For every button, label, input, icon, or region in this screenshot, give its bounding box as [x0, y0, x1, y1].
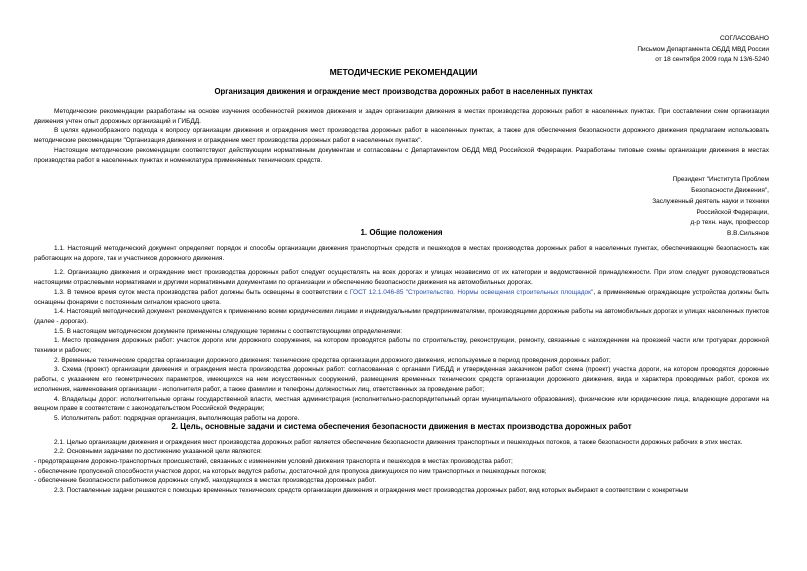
intro-paragraph-3: Настоящие методические рекомендации соответствуют действующим нормативным документам и согласованы с Департаментом ОБДД МВД Российской Федерации. Разработаны типовые схемы организации движения в местах производства работ в населенных пунктах и номенклатура применяемых технических средств.: [34, 146, 769, 164]
gost-link[interactable]: ГОСТ 12.1.046-85 "Строительство. Нормы освещения строительных площадок": [349, 288, 594, 296]
section-2-bullet-3: - обеспечение безопасности работников дорожных служб, находящихся в местах производства дорожных работ.: [34, 477, 377, 485]
section-1-title: 1. Общие положения: [360, 228, 443, 237]
term-2: 2. Временные технические средства организации дорожного движения: технические средства организации дорожного движения, используемые в период проведения дорожных работ;: [54, 356, 611, 364]
approval-line-3: от 18 сентября 2009 года N 13/6-5240: [655, 56, 769, 63]
approval-stamp: [637, 34, 769, 66]
signature-line-4: Российской Федерации,: [696, 208, 769, 216]
document-subtitle: Организация движения и ограждение мест производства дорожных работ в населенных пунктах: [214, 87, 593, 96]
term-5: 5. Исполнитель работ: подрядная организация, выполняющая работы на дороге.: [54, 414, 300, 422]
term-4: 4. Владельцы дорог: исполнительные органы государственной власти, местная администрация (исполнительно-распорядительный орган муниципального образования), физические или юридические лица, владеющие дорогами на вещном праве в соответствии с законодательством Российской Федерации;: [34, 395, 769, 413]
section-2-paragraph-2: 2.2. Основными задачами по достижению указанной цели являются:: [54, 448, 262, 456]
signature-line-1: Президент "Института Проблем: [672, 176, 769, 184]
paragraph-3-text-after: , а применяемые ограждающие устройства должны быть оснащены фонарями с постоянным сигналом красного цвета.: [34, 288, 769, 306]
approval-line-2: Письмом Департамента ОБДД МВД России: [637, 45, 769, 53]
signature-line-5: д-р техн. наук, профессор: [690, 219, 769, 227]
section-2-bullet-2: - обеспечение пропускной способности участков дорог, на которых ведутся работы, достаточной для пропуска движущихся по ним транспортных и пешеходных потоков;: [34, 467, 547, 475]
section-2-paragraph-3: 2.3. Поставленные задачи решаются с помощью временных технических средств организации движения и ограждения мест производства дорожных работ, вид которых выбирают в соответствии с конкретным: [54, 487, 688, 495]
intro-paragraph-2: В целях единообразного подхода к вопросу организации движения и ограждения мест производства дорожных работ в населенных пунктах, а также для обеспечения безопасности дорожного движения предлагаем использовать методические рекомендации "Организация движения и ограждение мест производства дорожных работ в населенных пунктах".: [34, 127, 769, 145]
section-1-paragraph-1: 1.1. Настоящий методический документ определяет порядок и способы организации движения транспортных средств и пешеходов в местах производства дорожных работ в населенных пунктах, обеспечивающие безопасность как работающих на дороге, так и участников дорожного движения.: [34, 245, 769, 262]
intro-paragraph-1: Методические рекомендации разработаны на основе изучения особенностей режимов движения и задач организации движения в местах производства дорожных работ в населенных пунктах. При составлении схем организации движения учтен опыт дорожных организаций и ГИБДД.: [34, 108, 769, 125]
section-2-paragraph-1: 2.1. Целью организации движения и ограждения мест производства дорожных работ является обеспечение безопасности движения транспортных и пешеходных потоков, а также безопасности дорожных рабочих в этих местах.: [54, 438, 743, 446]
section-2-title: 2. Цель, основные задачи и система обеспечения безопасности движения в местах производства дорожных работ: [171, 421, 632, 431]
signature-line-6: В.В.Сильянов: [727, 230, 769, 238]
section-2-bullet-1: - предотвращение дорожно-транспортных происшествий, связанных с изменением условий движения транспорта и пешеходов в местах производства работ;: [34, 458, 513, 466]
signature-line-3: Заслуженный деятель науки и техники: [652, 197, 769, 205]
signature-line-2: Безопасности Движения",: [691, 187, 769, 195]
section-1-paragraph-2: 1.2. Организацию движения и ограждение мест производства дорожных работ следует осуществлять на всех дорогах и улицах независимо от их категории и ведомственной принадлежности. При этом следует руководствоваться настоящими отраслевыми нормативами и другими нормативными документами по организации и обеспечению безопасности движения на автомобильных дорогах.: [34, 269, 769, 287]
section-1-paragraph-3: [34, 288, 769, 307]
document-body: [34, 107, 769, 496]
term-3: 3. Схема (проект) организации движения и ограждения места производства дорожных работ: согласованная с органами ГИБДД и утвержденная заказчиком работ схема (проект) участка дороги, на котором проводятся дорожные работы, с указанием его геометрических параметров, имеющихся на нем искусственных сооружений, размещения временных технических средств организации дорожного движения, вида и характера проводимых работ, сроков их исполнения, наименования организации - исполнителя работ, а также фамилии и телефоны должностных лиц, ответственных за проведение работ;: [34, 366, 769, 393]
document-title: МЕТОДИЧЕСКИЕ РЕКОМЕНДАЦИИ: [329, 67, 478, 77]
paragraph-3-text-before: 1.3. В темное время суток места производства работ должны быть освещены в соответствии с: [54, 288, 350, 296]
section-1-paragraph-5: 1.5. В настоящем методическом документе применены следующие термины с соответствующими определениями:: [54, 327, 403, 335]
term-1: 1. Место проведения дорожных работ: участок дороги или дорожного сооружения, на котором проводятся работы по строительству, реконструкции, ремонту, связанные с нахождением на проезжей части или тротуарах дорожной техники и рабочих;: [34, 337, 769, 355]
section-1-paragraph-4: 1.4. Настоящий методический документ рекомендуется к применению всеми юридическими лицами и индивидуальными предпринимателями, производящими дорожные работы на автомобильных дорогах и улицах населенных пунктов (далее - дорогах).: [34, 308, 769, 325]
approval-line-1: СОГЛАСОВАНО: [719, 35, 769, 42]
